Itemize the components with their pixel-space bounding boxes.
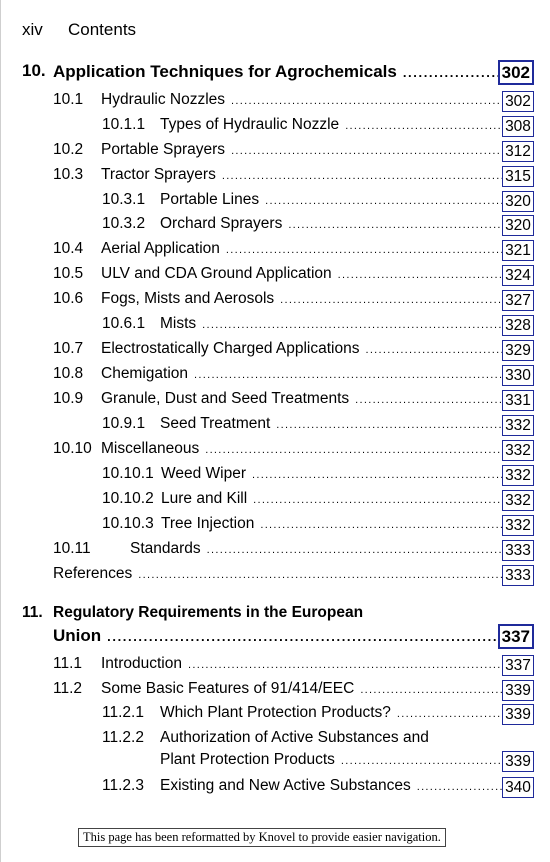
section-number: 11.2.2: [102, 729, 144, 746]
toc-entry[interactable]: [0, 415, 550, 439]
dot-leader: [194, 369, 502, 381]
section-title[interactable]: Portable Lines: [160, 191, 260, 208]
toc-entry[interactable]: [0, 465, 550, 489]
dot-leader: [138, 569, 502, 581]
section-title[interactable]: Tractor Sprayers: [101, 166, 216, 183]
dot-leader: [345, 120, 502, 132]
section-number: 10.7: [53, 340, 84, 357]
dot-leader: [260, 519, 502, 531]
section-title[interactable]: Some Basic Features of 91/414/EEC: [101, 680, 355, 697]
page-numeral: xiv: [22, 20, 43, 39]
page-link[interactable]: 332: [502, 490, 534, 511]
chapter-11-entry[interactable]: [0, 625, 550, 649]
toc-entry[interactable]: [0, 490, 550, 514]
dot-leader: [338, 269, 502, 281]
section-title[interactable]: Introduction: [101, 655, 182, 672]
dot-leader: [205, 444, 502, 456]
section-title[interactable]: Orchard Sprayers: [160, 215, 283, 232]
page-link[interactable]: 302: [498, 60, 534, 85]
section-number: 10.10.3: [102, 515, 154, 532]
dot-leader: [417, 781, 502, 793]
dot-leader: [207, 544, 502, 556]
dot-leader: [231, 145, 502, 157]
chapter-title-line2[interactable]: Union: [53, 626, 102, 645]
section-title-line2[interactable]: Plant Protection Products: [160, 751, 335, 768]
section-title[interactable]: Lure and Kill: [161, 490, 248, 507]
page-link[interactable]: 332: [502, 515, 534, 536]
toc-entry[interactable]: [0, 191, 550, 215]
toc-entry[interactable]: [0, 751, 550, 775]
section-number: 10.9: [53, 390, 84, 407]
section-number: 10.2: [53, 141, 84, 158]
page-link[interactable]: 324: [502, 265, 534, 286]
page-link[interactable]: 302: [502, 91, 534, 112]
toc-entry[interactable]: [0, 340, 550, 364]
toc-entry[interactable]: [0, 440, 550, 464]
section-number: 11.2.3: [102, 777, 144, 794]
page-link[interactable]: 337: [498, 624, 534, 649]
section-title[interactable]: Weed Wiper: [161, 465, 246, 482]
toc-entry[interactable]: [0, 704, 550, 728]
section-number: 10.3.1: [102, 191, 146, 208]
section-number: 10.9.1: [102, 415, 146, 432]
page-link[interactable]: 315: [502, 166, 534, 187]
toc-entry[interactable]: [0, 540, 550, 564]
section-title[interactable]: Types of Hydraulic Nozzle: [160, 116, 340, 133]
section-number: 10.3.2: [102, 215, 146, 232]
section-title[interactable]: ULV and CDA Ground Application: [101, 265, 332, 282]
toc-entry-multiline-first[interactable]: [102, 729, 429, 747]
toc-entry[interactable]: [0, 141, 550, 165]
section-number: 11.2.1: [102, 704, 144, 721]
section-title[interactable]: Fogs, Mists and Aerosols: [101, 290, 275, 307]
chapter-title[interactable]: Application Techniques for Agrochemicals: [53, 62, 397, 81]
dot-leader: [403, 65, 502, 80]
section-title[interactable]: References: [53, 565, 133, 582]
dot-leader: [226, 244, 502, 256]
section-title[interactable]: Electrostatically Charged Applications: [101, 340, 360, 357]
dot-leader: [397, 708, 502, 720]
page-link[interactable]: 339: [502, 704, 534, 725]
section-number: 10.1: [53, 91, 84, 108]
section-title[interactable]: Mists: [160, 315, 197, 332]
dot-leader: [355, 394, 502, 406]
dot-leader: [288, 219, 502, 231]
toc-entry-references[interactable]: [0, 565, 550, 589]
dot-leader: [265, 195, 502, 207]
dot-leader: [231, 95, 502, 107]
toc-entry[interactable]: [0, 240, 550, 264]
page-link[interactable]: 337: [502, 655, 534, 676]
page-title: Contents: [68, 20, 137, 39]
section-number: 10.1.1: [102, 116, 146, 133]
page-link[interactable]: 333: [502, 565, 534, 586]
page-link[interactable]: 330: [502, 365, 534, 386]
page-header: [22, 20, 136, 40]
toc-entry[interactable]: [0, 290, 550, 314]
dot-leader: [365, 344, 502, 356]
section-title[interactable]: Seed Treatment: [160, 415, 271, 432]
knovel-reformat-note: This page has been reformatted by Knovel to provide easier navigation.: [78, 828, 446, 847]
toc-entry[interactable]: [0, 166, 550, 190]
toc-entry[interactable]: [0, 265, 550, 289]
chapter-number: 10.: [22, 61, 46, 80]
section-number: 10.6.1: [102, 315, 146, 332]
section-title[interactable]: Hydraulic Nozzles: [101, 91, 226, 108]
page-link[interactable]: 321: [502, 240, 534, 261]
page-link[interactable]: 340: [502, 777, 534, 798]
dot-leader: [341, 755, 502, 767]
toc-entry[interactable]: [0, 515, 550, 539]
dot-leader: [253, 494, 502, 506]
page-link[interactable]: 332: [502, 440, 534, 461]
page-link[interactable]: 332: [502, 415, 534, 436]
section-number: 10.11: [53, 540, 91, 557]
dot-leader: [276, 419, 502, 431]
page-link[interactable]: 312: [502, 141, 534, 162]
section-title[interactable]: Aerial Application: [101, 240, 220, 257]
section-number: 10.5: [53, 265, 84, 282]
dot-leader: [360, 684, 502, 696]
section-number: 10.8: [53, 365, 84, 382]
section-title[interactable]: Existing and New Active Substances: [160, 777, 411, 794]
chapter-10-entry[interactable]: [0, 61, 550, 85]
toc-entry[interactable]: [0, 680, 550, 704]
toc-entry[interactable]: [0, 655, 550, 679]
page-link[interactable]: 339: [502, 680, 534, 701]
section-title[interactable]: Chemigation: [101, 365, 189, 382]
section-title[interactable]: Tree Injection: [161, 515, 255, 532]
section-title[interactable]: Which Plant Protection Products?: [160, 704, 391, 721]
toc-entry[interactable]: [0, 390, 550, 414]
dot-leader: [222, 170, 502, 182]
section-title[interactable]: Miscellaneous: [101, 440, 200, 457]
page-link[interactable]: 327: [502, 290, 534, 311]
toc-entry[interactable]: [0, 91, 550, 115]
page-link[interactable]: 339: [502, 751, 534, 772]
chapter-11-heading[interactable]: [22, 604, 364, 622]
dot-leader: [252, 469, 502, 481]
section-number: 10.10: [53, 440, 92, 457]
section-title-line1[interactable]: Authorization of Active Substances and: [160, 729, 429, 746]
dot-leader: [107, 629, 502, 644]
section-number: 10.3: [53, 166, 84, 183]
toc-entry[interactable]: [0, 315, 550, 339]
section-number: 10.10.1: [102, 465, 154, 482]
section-title[interactable]: Granule, Dust and Seed Treatments: [101, 390, 350, 407]
chapter-title-line1[interactable]: Regulatory Requirements in the European: [53, 604, 364, 621]
page-link[interactable]: 331: [502, 390, 534, 411]
page-link[interactable]: 332: [502, 465, 534, 486]
section-number: 11.1: [53, 655, 83, 672]
dot-leader: [188, 659, 502, 671]
section-title[interactable]: Portable Sprayers: [101, 141, 226, 158]
toc-entry[interactable]: [0, 365, 550, 389]
page-link[interactable]: 320: [502, 191, 534, 212]
page-link[interactable]: 308: [502, 116, 534, 137]
section-number: 10.10.2: [102, 490, 154, 507]
page-link[interactable]: 320: [502, 215, 534, 236]
section-number: 10.4: [53, 240, 84, 257]
section-title[interactable]: Standards: [130, 540, 201, 557]
dot-leader: [202, 319, 502, 331]
page-link[interactable]: 328: [502, 315, 534, 336]
dot-leader: [280, 294, 502, 306]
section-number: 11.2: [53, 680, 83, 697]
page-link[interactable]: 333: [502, 540, 534, 561]
page-link[interactable]: 329: [502, 340, 534, 361]
section-number: 10.6: [53, 290, 84, 307]
toc-entry[interactable]: [0, 777, 550, 801]
toc-entry[interactable]: [0, 215, 550, 239]
toc-entry[interactable]: [0, 116, 550, 140]
chapter-number: 11.: [22, 604, 43, 621]
